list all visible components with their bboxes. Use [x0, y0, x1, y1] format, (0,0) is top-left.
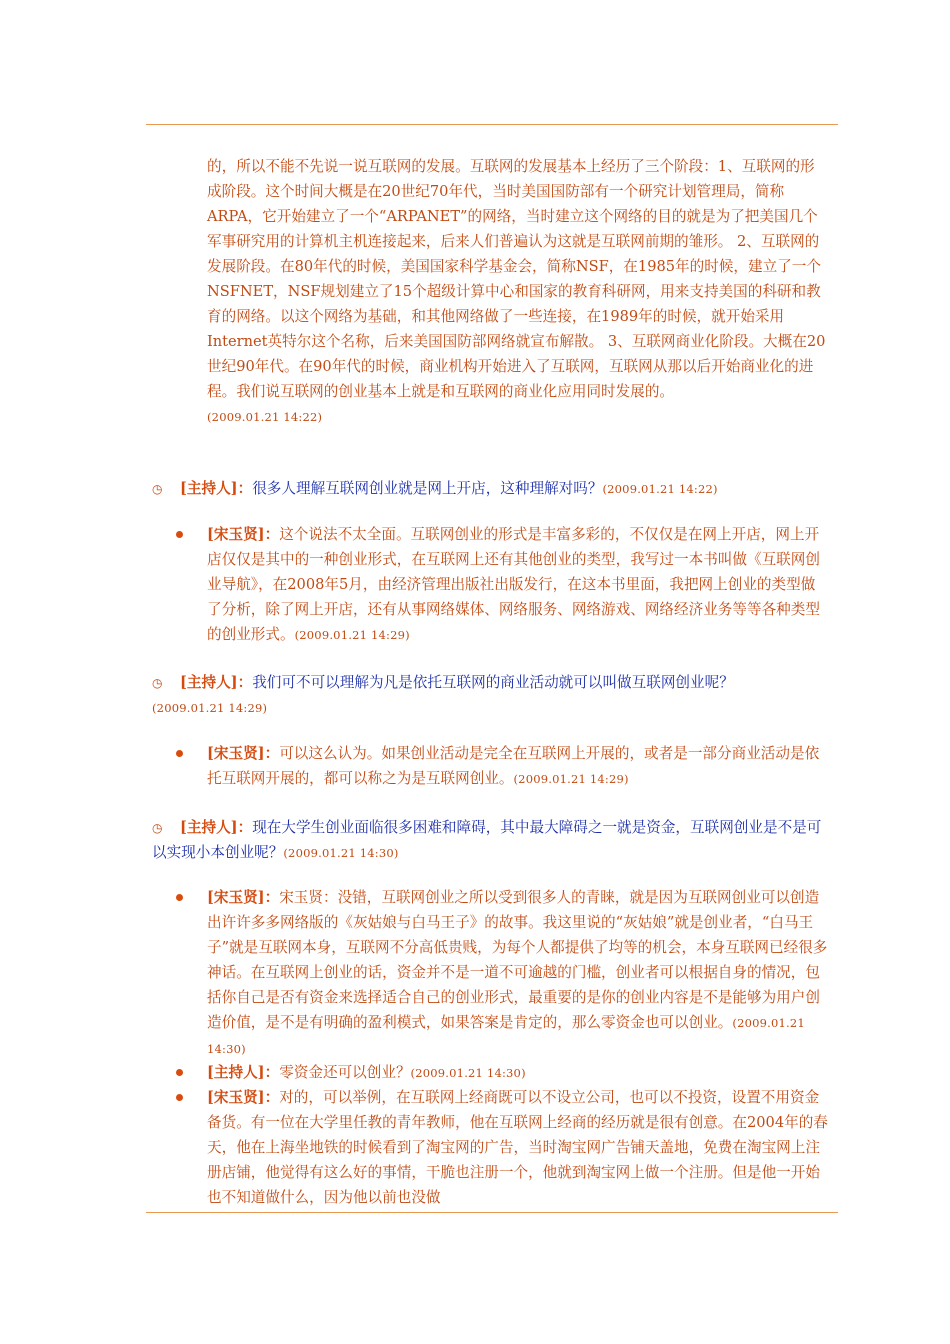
footer-rule — [146, 1212, 838, 1213]
timestamp: (2009.01.21 14:29) — [294, 628, 410, 642]
host-question — [180, 476, 832, 502]
speaker-label: [宋玉贤]： — [207, 526, 280, 543]
question-text: 很多人理解互联网创业就是网上开店，这种理解对吗？ — [252, 480, 603, 497]
host-question — [152, 815, 834, 866]
bullet-icon — [176, 1094, 183, 1101]
timestamp: (2009.01.21 14:30) — [207, 1016, 805, 1056]
answer-text: 对的，可以举例，在互联网上经商既可以不设立公司，也可以不投资，设置不用资金备货。有一位在大学里任教的青年教师，他在互联网上经商的经历就是很有创意。在2004年的春天，他在上海坐地铁的时候看到了淘宝网的广告，当时淘宝网广告铺天盖地，免费在淘宝网上注册店铺，他觉得有这么好的事情，干脆也注册一个，他就到淘宝网上做一个注册。但是他一开始也不知道做什么，因为他以前也没做 — [207, 1089, 828, 1206]
bullet-icon — [176, 894, 183, 901]
answer-text: 可以这么认为。如果创业活动是完全在互联网上开展的，或者是一部分商业活动是依托互联网开展的，都可以称之为是互联网创业。 — [207, 745, 820, 787]
continuation-paragraph — [207, 154, 829, 430]
timestamp: (2009.01.21 14:30) — [410, 1066, 526, 1080]
clock-icon: ◷ — [152, 676, 163, 690]
question-text: 我们可不可以理解为凡是依托互联网的商业活动就可以叫做互联网创业呢？ — [252, 674, 734, 691]
speaker-label: [主持人]： — [180, 674, 253, 691]
timestamp: (2009.01.21 14:22) — [602, 482, 718, 496]
header-rule — [146, 124, 838, 125]
timestamp: (2009.01.21 14:29) — [152, 701, 268, 715]
speaker-label: [主持人]： — [180, 819, 253, 836]
timestamp: (2009.01.21 14:29) — [513, 772, 629, 786]
bullet-icon — [176, 1069, 183, 1076]
guest-answer — [207, 522, 829, 648]
speaker-label: [主持人]： — [180, 480, 253, 497]
speaker-label: [主持人]： — [207, 1064, 280, 1081]
continuation-text: 的，所以不能不先说一说互联网的发展。互联网的发展基本上经历了三个阶段：1、互联网的形成阶段。这个时间大概是在20世纪70年代，当时美国国防部有一个研究计划管理局，简称ARPA，它开始建立了一个“ARPANET”的网络，当时建立这个网络的目的就是为了把美国几个军事研究用的计算机主机连接起来，后来人们普遍认为这就是互联网前期的雏形。 2、互联网的发展阶段。在80年代的时候，美国国家科学基金会，简称NSF，在1985年的时候，建立了一个NSFNET，NSF规划建立了15个超级计算中心和国家的教育科研网，用来支持美国的科研和教育的网络。以这个网络为基础，和其他网络做了一些连接，在1989年的时候，就开始采用Internet英特尔这个名称，后来美国国防部网络就宣布解散。 3、互联网商业化阶段。大概在20世纪90年代。在90年代的时候，商业机构开始进入了互联网，互联网从那以后开始商业化的进程。我们说互联网的创业基本上就是和互联网的商业化应用同时发展的。 — [207, 158, 826, 400]
host-inline-question — [207, 1060, 829, 1086]
answer-text: 宋玉贤：没错，互联网创业之所以受到很多人的青睐，就是因为互联网创业可以创造出许许多多网络版的《灰姑娘与白马王子》的故事。我这里说的“灰姑娘”就是创业者，“白马王子”就是互联网本身，互联网不分高低贵贱，为每个人都提供了均等的机会，本身互联网已经很多神话。在互联网上创业的话，资金并不是一道不可逾越的门槛，创业者可以根据自身的情况，包括你自己是否有资金来选择适合自己的创业形式，最重要的是你的创业内容是不是能够为用户创造价值，是不是有明确的盈利模式，如果答案是肯定的，那么零资金也可以创业。 — [207, 889, 828, 1031]
clock-icon: ◷ — [152, 482, 163, 496]
speaker-label: [宋玉贤]： — [207, 745, 280, 762]
question-text: 零资金还可以创业？ — [279, 1064, 411, 1081]
guest-answer — [207, 1085, 829, 1210]
host-question — [152, 670, 834, 721]
timestamp: (2009.01.21 14:22) — [207, 410, 323, 424]
bullet-icon — [176, 750, 183, 757]
answer-text: 这个说法不太全面。互联网创业的形式是丰富多彩的，不仅仅是在网上开店，网上开店仅仅是其中的一种创业形式，在互联网上还有其他创业的类型，我写过一本书叫做《互联网创业导航》，在2008年5月，由经济管理出版社出版发行，在这本书里面，我把网上创业的类型做了分析，除了网上开店，还有从事网络媒体、网络服务、网络游戏、网络经济业务等等各种类型的创业形式。 — [207, 526, 820, 643]
clock-icon: ◷ — [152, 821, 163, 835]
guest-answer — [207, 885, 829, 1062]
speaker-label: [宋玉贤]： — [207, 1089, 280, 1106]
speaker-label: [宋玉贤]： — [207, 889, 280, 906]
timestamp: (2009.01.21 14:30) — [283, 846, 399, 860]
question-text: 现在大学生创业面临很多困难和障碍，其中最大障碍之一就是资金，互联网创业是不是可以实现小本创业呢？ — [152, 819, 822, 861]
bullet-icon — [176, 531, 183, 538]
guest-answer — [207, 741, 829, 792]
